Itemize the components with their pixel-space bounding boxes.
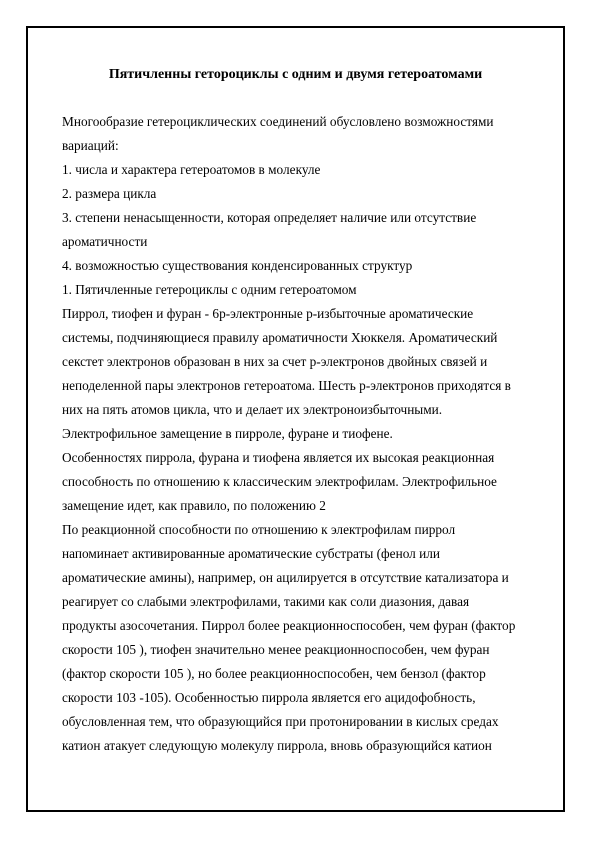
list-item: 3. степени ненасыщенности, которая определяет наличие или отсутствие — [62, 210, 477, 225]
text-line: ароматические амины), например, он ацилируется в отсутствие катализатора и — [62, 570, 509, 585]
text-line: системы, подчиняющиеся правилу ароматичности Хюккеля. Ароматический — [62, 330, 498, 345]
text-line: скорости 103 -105). Особенностью пиррола является его ацидофобность, — [62, 690, 476, 705]
text-line: скорости 105 ), тиофен значительно менее реакционноспособен, чем фуран — [62, 642, 490, 657]
list-item: 2. размера цикла — [62, 186, 157, 201]
text-line: По реакционной способности по отношению к электрофилам пиррол — [62, 522, 456, 537]
text-line: напоминает активированные ароматические субстраты (фенол или — [62, 546, 440, 561]
text-line: вариаций: — [62, 138, 119, 153]
text-line: реагирует со слабыми электрофилами, такими как соли диазония, давая — [62, 594, 470, 609]
text-line: продукты азосочетания. Пиррол более реакционноспособен, чем фуран (фактор — [62, 618, 516, 633]
page-frame — [26, 26, 565, 812]
text-line: Многообразие гетероциклических соединений обусловлено возможностями — [62, 114, 494, 129]
text-line: Пиррол, тиофен и фуран - 6р-электронные р-избыточные ароматические — [62, 306, 474, 321]
page-title: Пятичленны гетороциклы с одним и двумя гетероатомами — [108, 67, 483, 82]
text-line: них на пять атомов цикла, что и делает их электроноизбыточными. — [62, 402, 443, 417]
document-body — [62, 110, 540, 758]
text-line: (фактор скорости 105 ), но более реакционноспособен, чем бензол (фактор — [62, 666, 486, 681]
text-line: секстет электронов образован в них за счет р-электронов двойных связей и — [62, 354, 488, 369]
list-item: 1. числа и характера гетероатомов в молекуле — [62, 162, 321, 177]
section-heading: 1. Пятичленные гетероциклы с одним гетероатомом — [62, 282, 357, 297]
text-line: неподеленной пары электронов гетероатома. Шесть р-электронов приходятся в — [62, 378, 511, 393]
text-line: обусловленная тем, что образующийся при протонировании в кислых средах — [62, 714, 499, 729]
text-line: ароматичности — [62, 234, 148, 249]
list-item: 4. возможностью существования конденсированных структур — [62, 258, 413, 273]
text-line: Особенностях пиррола, фурана и тиофена является их высокая реакционная — [62, 450, 495, 465]
text-line: способность по отношению к классическим электрофилам. Электрофильное — [62, 474, 497, 489]
section-heading: Электрофильное замещение в пирроле, фуране и тиофене. — [62, 426, 393, 441]
text-line: замещение идет, как правило, по положению 2 — [62, 498, 326, 513]
text-line: катион атакует следующую молекулу пиррола, вновь образующийся катион — [62, 738, 492, 753]
